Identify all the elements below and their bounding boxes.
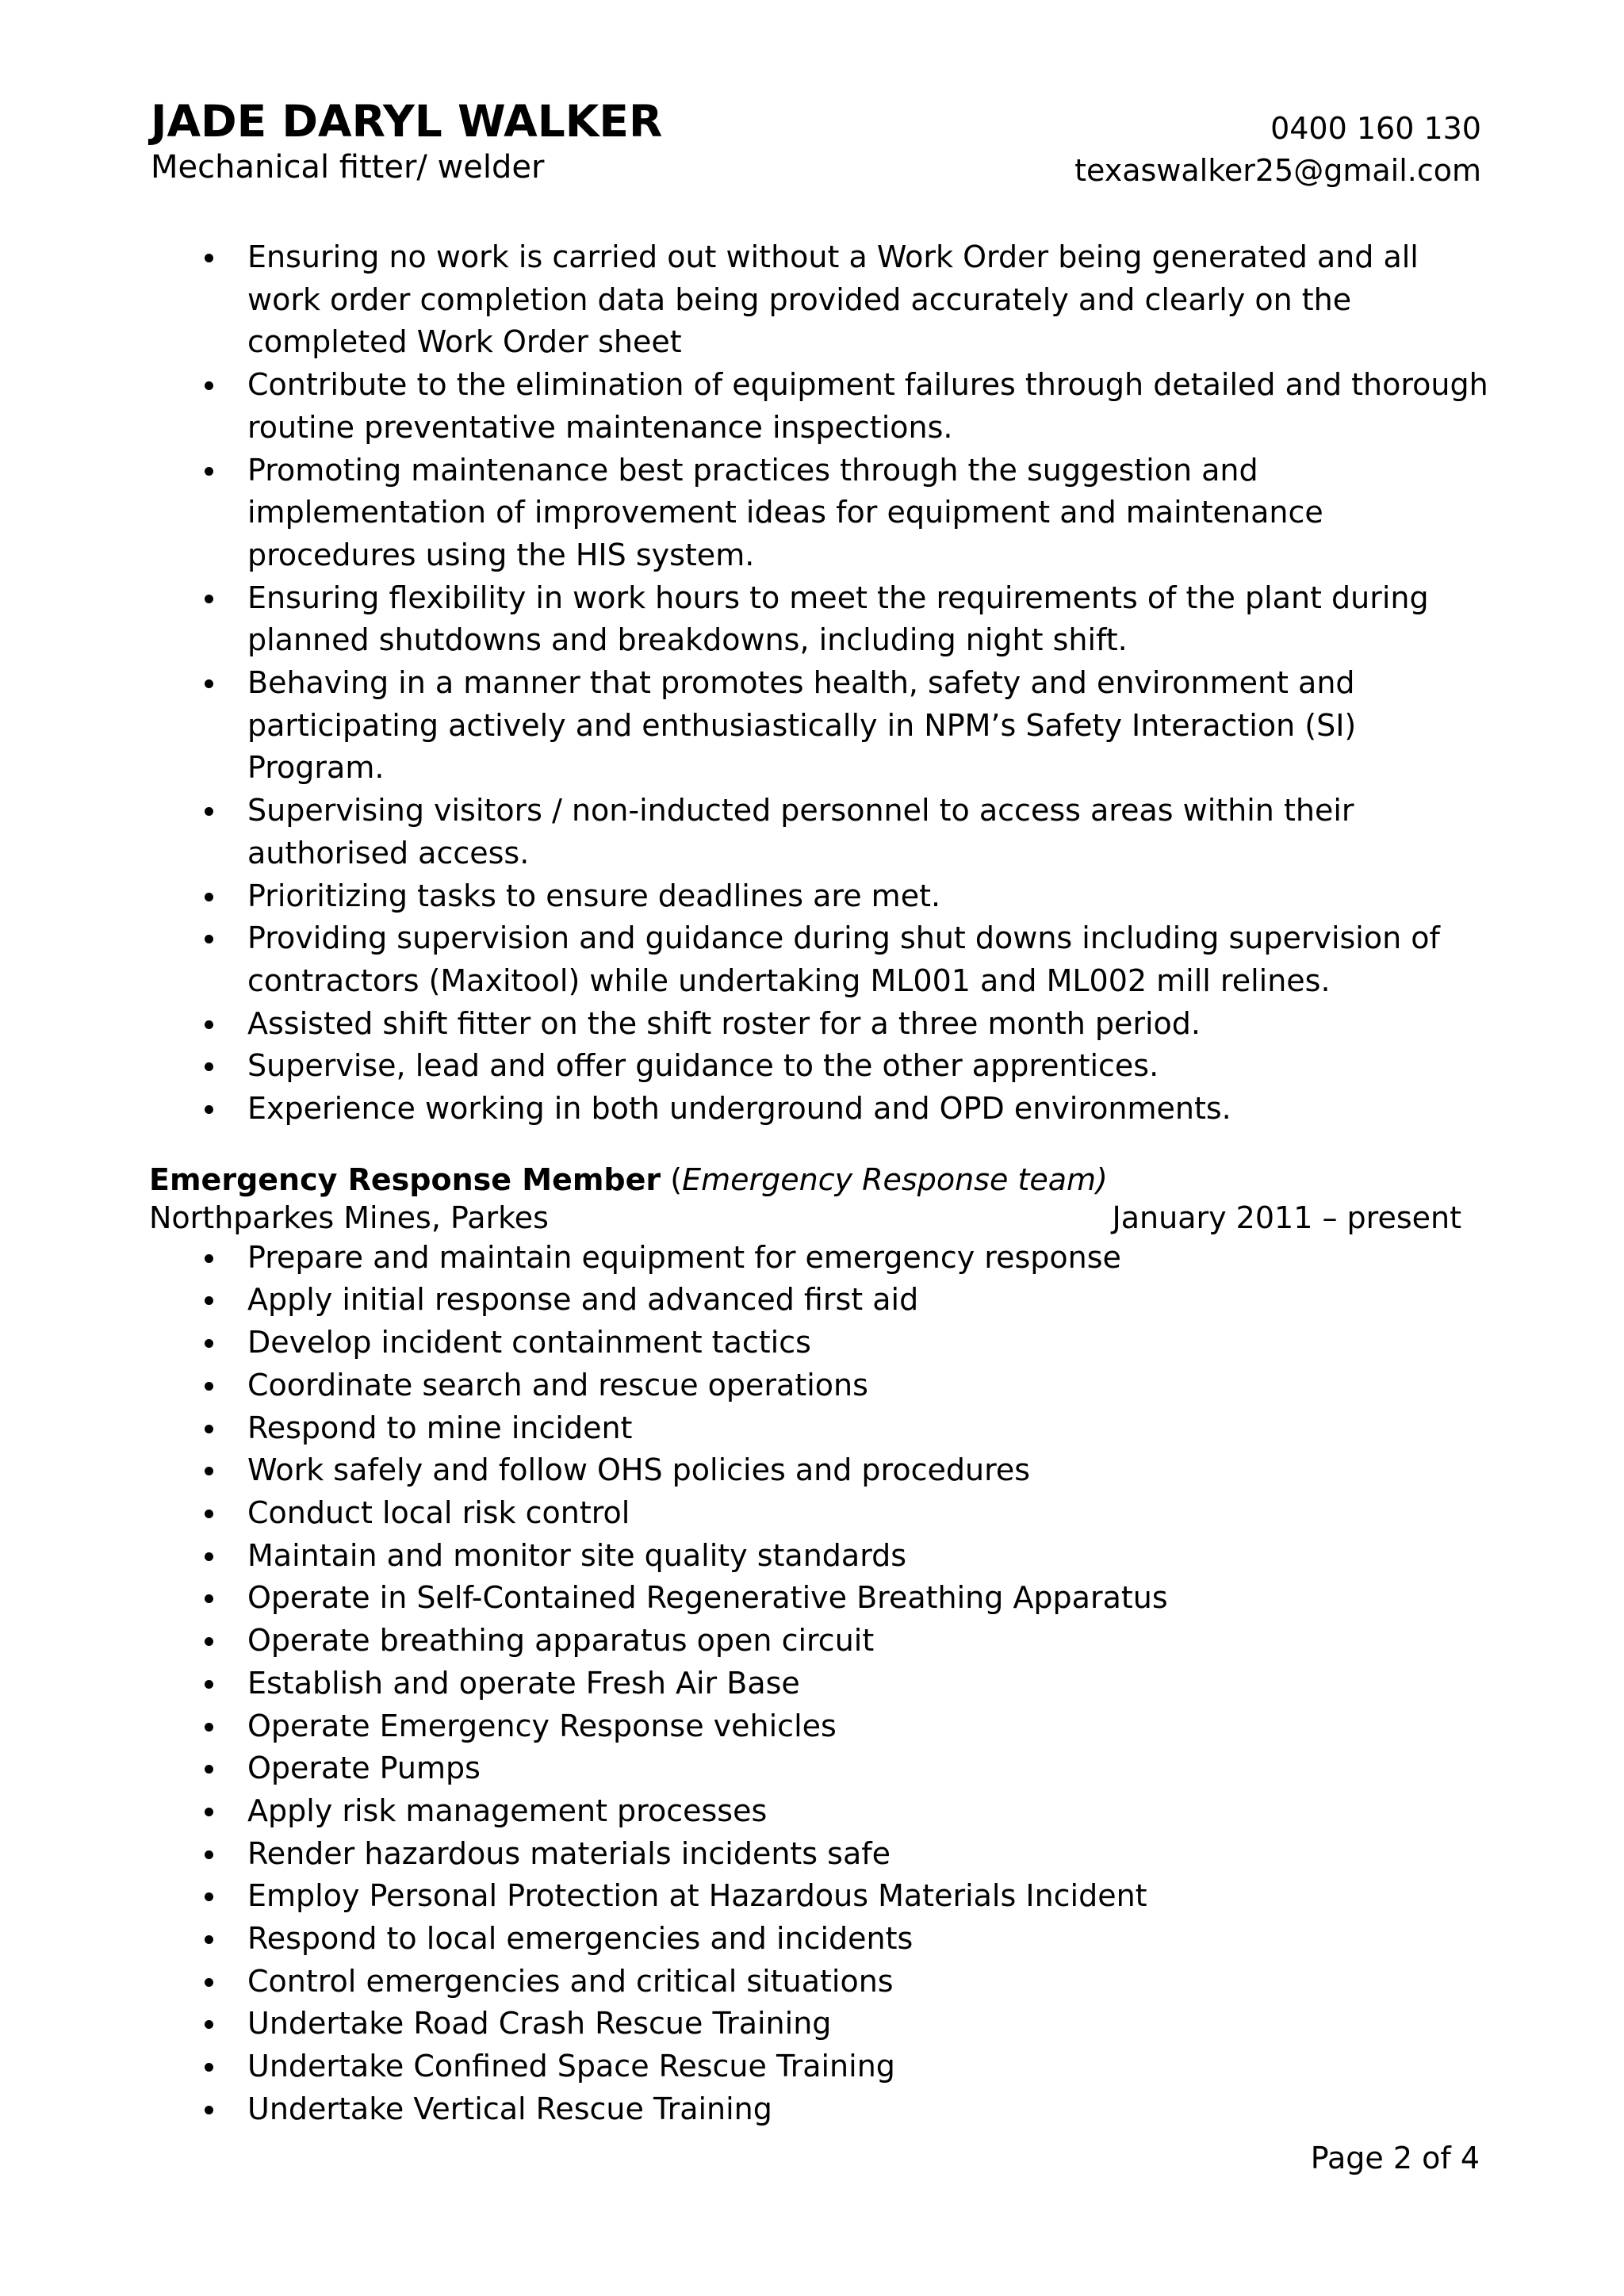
candidate-name: JADE DARYL WALKER xyxy=(151,96,663,147)
list-item: Operate Emergency Response vehicles xyxy=(149,1705,1497,1748)
list-item: Promoting maintenance best practices through the suggestion and implementation of improvement ideas for equipment and maintenance procedures using the HIS system. xyxy=(149,450,1497,577)
list-item: Undertake Confined Space Rescue Training xyxy=(149,2045,1497,2088)
job-heading xyxy=(149,1161,1497,1199)
close-paren: ) xyxy=(1096,1161,1108,1197)
job-employer: Northparkes Mines, Parkes xyxy=(149,1200,549,1235)
list-item: Prepare and maintain equipment for emergency response xyxy=(149,1237,1497,1280)
list-item: Undertake Road Crash Rescue Training xyxy=(149,2003,1497,2045)
job-dates: January 2011 – present xyxy=(1112,1200,1461,1235)
list-item: Supervise, lead and offer guidance to the other apprentices. xyxy=(149,1045,1497,1088)
list-item: Conduct local risk control xyxy=(149,1492,1497,1535)
list-item: Apply risk management processes xyxy=(149,1790,1497,1833)
job-role: Emergency Response Member xyxy=(149,1161,661,1197)
list-item: Respond to local emergencies and incidents xyxy=(149,1918,1497,1961)
list-item: Apply initial response and advanced first aid xyxy=(149,1279,1497,1322)
email-address: texaswalker25@gmail.com xyxy=(1074,153,1481,188)
list-item: Maintain and monitor site quality standards xyxy=(149,1535,1497,1578)
list-item: Employ Personal Protection at Hazardous Materials Incident xyxy=(149,1875,1497,1918)
list-item: Operate in Self-Contained Regenerative Breathing Apparatus xyxy=(149,1577,1497,1620)
open-paren: ( xyxy=(670,1161,683,1197)
list-item: Experience working in both underground and OPD environments. xyxy=(149,1088,1497,1131)
duties-list xyxy=(149,236,1497,1131)
list-item: Establish and operate Fresh Air Base xyxy=(149,1663,1497,1705)
list-item: Render hazardous materials incidents safe xyxy=(149,1833,1497,1876)
list-item: Behaving in a manner that promotes health, safety and environment and participating actively and enthusiastically in NPM’s Safety Interaction (SI) Program. xyxy=(149,662,1497,790)
list-item: Ensuring no work is carried out without a Work Order being generated and all work order completion data being provided accurately and clearly on the completed Work Order sheet xyxy=(149,236,1497,364)
list-item: Work safely and follow OHS policies and procedures xyxy=(149,1449,1497,1492)
list-item: Providing supervision and guidance during shut downs including supervision of contractors (Maxitool) while undertaking ML001 and ML002 mill relines. xyxy=(149,917,1497,1002)
list-item: Coordinate search and rescue operations xyxy=(149,1364,1497,1407)
list-item: Develop incident containment tactics xyxy=(149,1322,1497,1364)
list-item: Undertake Vertical Rescue Training xyxy=(149,2088,1497,2131)
job-employer-row xyxy=(149,1199,1497,1237)
list-item: Ensuring flexibility in work hours to meet the requirements of the plant during planned shutdowns and breakdowns, including night shift. xyxy=(149,577,1497,662)
list-item: Contribute to the elimination of equipment failures through detailed and thorough routine preventative maintenance inspections. xyxy=(149,364,1497,449)
page-content xyxy=(149,236,1497,2131)
candidate-title: Mechanical fitter/ welder xyxy=(151,149,545,186)
page-number: Page 2 of 4 xyxy=(1310,2141,1480,2175)
emergency-duties-list xyxy=(149,1237,1497,2131)
list-item: Operate Pumps xyxy=(149,1747,1497,1790)
list-item: Supervising visitors / non-inducted personnel to access areas within their authorised access. xyxy=(149,790,1497,874)
list-item: Assisted shift fitter on the shift roster for a three month period. xyxy=(149,1003,1497,1046)
list-item: Prioritizing tasks to ensure deadlines are met. xyxy=(149,875,1497,918)
job-team: Emergency Response team xyxy=(682,1161,1097,1197)
list-item: Operate breathing apparatus open circuit xyxy=(149,1620,1497,1663)
list-item: Respond to mine incident xyxy=(149,1407,1497,1450)
phone-number: 0400 160 130 xyxy=(1270,111,1481,146)
list-item: Control emergencies and critical situations xyxy=(149,1961,1497,2003)
resume-header xyxy=(151,95,1481,189)
